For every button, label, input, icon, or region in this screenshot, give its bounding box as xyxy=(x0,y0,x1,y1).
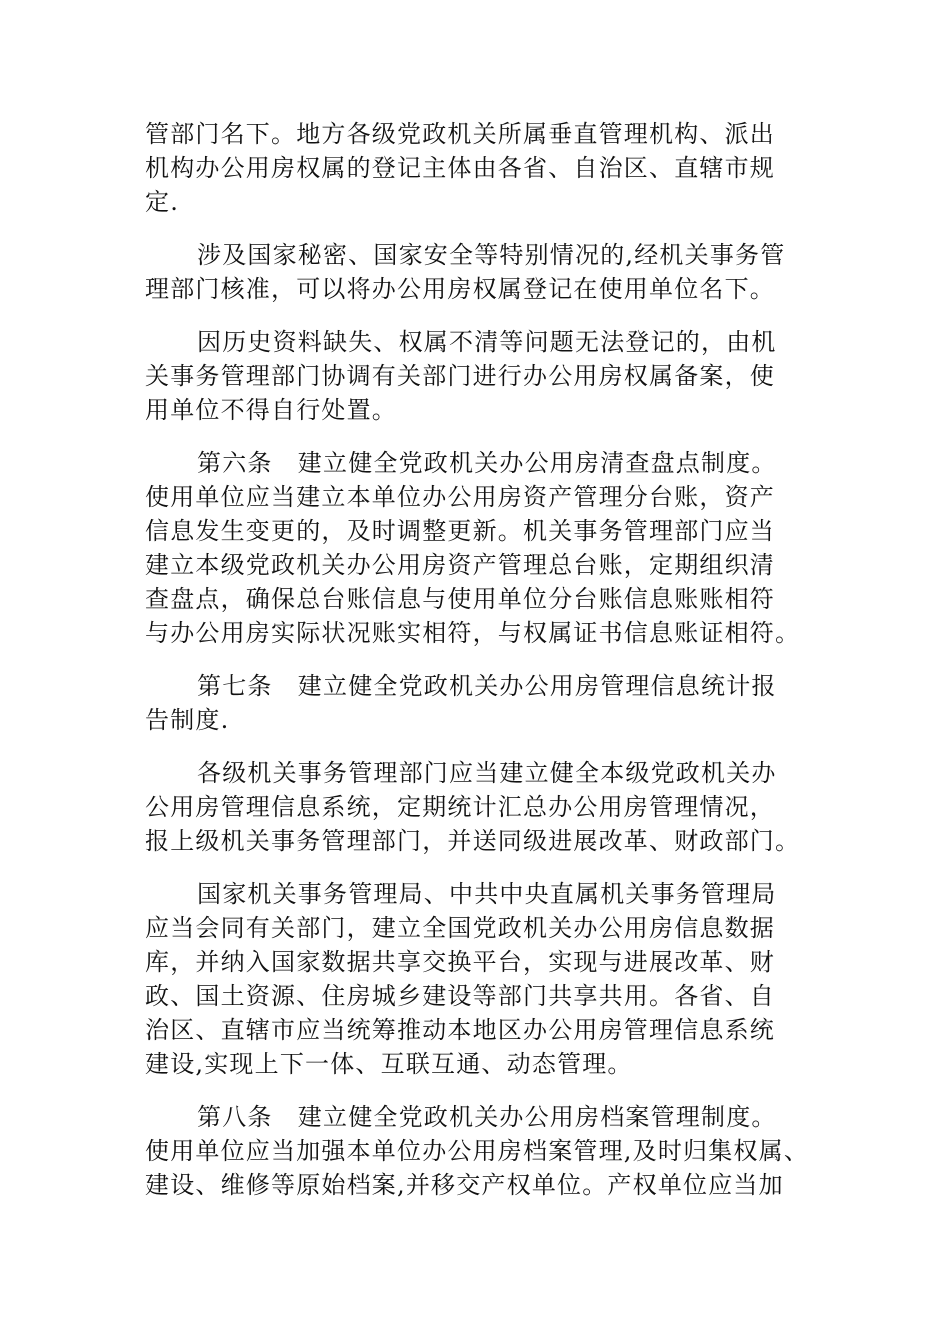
document-body xyxy=(145,117,810,1221)
text-line: 关事务管理部门协调有关部门进行办公用房权属备案，使 xyxy=(145,362,775,390)
text-line: 信息发生变更的，及时调整更新。机关事务管理部门应当 xyxy=(145,517,775,545)
text-line: 理部门核准，可以将办公用房权属登记在使用单位名下。 xyxy=(145,275,775,303)
text-line: 治区、直辖市应当统筹推动本地区办公用房管理信息系统 xyxy=(145,1016,775,1044)
article-6 xyxy=(145,446,810,650)
text-line: 建立本级党政机关办公用房资产管理总台账，定期组织清 xyxy=(145,551,775,579)
text-line: 使用单位应当建立本单位办公用房资产管理分台账，资产 xyxy=(145,483,775,511)
article-heading-line: 第八条 建立健全党政机关办公用房档案管理制度。 xyxy=(197,1103,777,1131)
paragraph-6 xyxy=(145,756,810,858)
text-line: 建设,实现上下一体、互联互通、动态管理。 xyxy=(145,1050,633,1078)
text-line: 国家机关事务管理局、中共中央直属机关事务管理局 xyxy=(197,880,777,908)
article-7 xyxy=(145,669,810,737)
article-heading-line: 第七条 建立健全党政机关办公用房管理信息统计报 xyxy=(197,672,777,700)
text-line: 报上级机关事务管理部门，并送同级进展改革、财政部门。 xyxy=(145,827,801,855)
paragraph-3 xyxy=(145,325,810,427)
text-line: 查盘点，确保总台账信息与使用单位分台账信息账账相符 xyxy=(145,585,775,613)
text-line: 告制度. xyxy=(145,706,230,734)
text-line: 使用单位应当加强本单位办公用房档案管理,及时归集权属、 xyxy=(145,1137,810,1165)
paragraph-2 xyxy=(145,238,810,306)
text-line: 涉及国家秘密、国家安全等特别情况的,经机关事务管 xyxy=(197,241,786,269)
text-line: 应当会同有关部门，建立全国党政机关办公用房信息数据 xyxy=(145,914,775,942)
text-line: 机构办公用房权属的登记主体由各省、自治区、直辖市规 xyxy=(145,154,775,182)
article-8 xyxy=(145,1100,810,1202)
text-line: 定. xyxy=(145,188,180,216)
text-line: 与办公用房实际状况账实相符，与权属证书信息账证相符。 xyxy=(145,619,801,647)
text-line: 政、国土资源、住房城乡建设等部门共享共用。各省、自 xyxy=(145,982,775,1010)
text-line: 公用房管理信息系统，定期统计汇总办公用房管理情况， xyxy=(145,793,775,821)
article-heading-line: 第六条 建立健全党政机关办公用房清查盘点制度。 xyxy=(197,449,777,477)
paragraph-7 xyxy=(145,877,810,1081)
text-line: 库，并纳入国家数据共享交换平台，实现与进展改革、财 xyxy=(145,948,775,976)
text-line: 因历史资料缺失、权属不清等问题无法登记的，由机 xyxy=(197,328,777,356)
text-line: 用单位不得自行处置。 xyxy=(145,396,397,424)
text-line: 建设、维修等原始档案,并移交产权单位。产权单位应当加 xyxy=(145,1171,784,1199)
text-line: 管部门名下。地方各级党政机关所属垂直管理机构、派出 xyxy=(145,120,775,148)
text-line: 各级机关事务管理部门应当建立健全本级党政机关办 xyxy=(197,759,777,787)
paragraph-1 xyxy=(145,117,810,219)
